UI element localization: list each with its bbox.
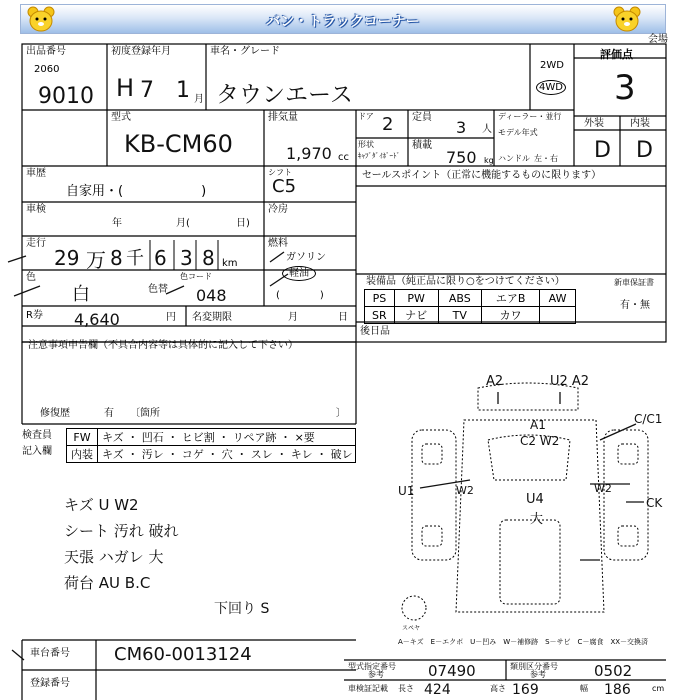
- equipment-ps: PS: [365, 290, 395, 307]
- form-no-sub: 参考: [368, 670, 384, 679]
- score-interior-label: 内装: [630, 118, 650, 129]
- mileage-label: 走行: [26, 238, 46, 249]
- int-hole: 穴: [221, 448, 233, 461]
- dmg-u1: U1: [398, 484, 415, 498]
- note-line-4: 荷台 AU B.C: [64, 574, 151, 592]
- int-wear: スレ: [250, 448, 273, 461]
- dmg-large: 大: [530, 512, 544, 527]
- note-line-2: シート 汚れ 破れ: [64, 522, 179, 540]
- model-name-value: タウンエース: [216, 82, 353, 108]
- dims-length: 424: [424, 682, 451, 698]
- chassis-value: CM60-0013124: [114, 644, 252, 665]
- equipment-leather: カワ: [482, 307, 540, 324]
- color-code-label: 色コード: [180, 272, 212, 281]
- dims-height: 169: [512, 682, 539, 698]
- insp-repair: リペア跡: [232, 431, 277, 444]
- inspector-interior-label: 内装: [67, 446, 98, 463]
- dmg-u4: U4: [526, 492, 544, 507]
- score-interior-value: D: [636, 138, 653, 163]
- fuel-label: 燃料: [268, 238, 288, 249]
- capacity-unit: 人: [482, 124, 492, 135]
- first-reg-month: 1: [176, 78, 190, 103]
- equipment-aw: AW: [540, 290, 576, 307]
- form-no-value: 07490: [428, 662, 476, 680]
- name-change-day: 日: [338, 312, 348, 323]
- equipment-airbag: エアB: [482, 290, 540, 307]
- dims-length-label: 長さ: [398, 684, 414, 693]
- shift-label: シフト: [268, 168, 292, 177]
- venue-note: 会場: [648, 34, 668, 45]
- first-reg-month-unit: 月: [194, 94, 204, 105]
- mileage-d5: 8: [202, 246, 215, 270]
- repair-value: 有: [104, 408, 114, 419]
- inspection-day: 日): [236, 218, 250, 229]
- ac-label: 冷房: [268, 204, 288, 215]
- dims-width-label: 幅: [580, 684, 588, 693]
- inspector-label-2: 記入欄: [22, 446, 52, 457]
- equipment-label: 装備品（純正品に限り○をつけてください）: [366, 276, 565, 287]
- fuel-diesel: 軽油: [282, 266, 316, 281]
- dims-width: 186: [604, 682, 631, 698]
- name-change-month: 月: [288, 312, 298, 323]
- sales-point-label: セールスポイント（正常に機能するものに限ります）: [362, 170, 602, 181]
- doors-value: 2: [382, 114, 394, 135]
- equipment-abs: ABS: [438, 290, 482, 307]
- insp-crack: ヒビ割: [181, 431, 215, 444]
- spare-label: スペヤ: [402, 625, 421, 632]
- mileage-sen: 千: [126, 248, 144, 269]
- recycle-label: R券: [26, 310, 43, 321]
- note-line-1: キズ U W2: [64, 496, 139, 514]
- repair-place: 〔箇所: [130, 408, 160, 419]
- doors-label: ドア: [358, 112, 374, 121]
- inspection-label: 車検: [26, 204, 46, 215]
- dealer-label: ディーラー・並行: [498, 112, 562, 121]
- handle-value: 左・右: [534, 154, 558, 163]
- warranty-value: 有・無: [620, 300, 650, 311]
- dmg-a1: A1: [530, 418, 546, 432]
- repair-close: 〕: [336, 408, 346, 419]
- mileage-man: 万: [86, 248, 106, 272]
- name-change-label: 名変期限: [192, 312, 232, 323]
- lot-label: 出品番号: [26, 46, 66, 57]
- fuel-gas: ガソリン: [286, 252, 326, 263]
- repair-label: 修復歴: [40, 408, 70, 419]
- color-value: 白: [72, 284, 90, 305]
- dmg-u2a2: U2 A2: [550, 374, 590, 389]
- load-value: 750: [446, 148, 477, 167]
- score-exterior-value: D: [594, 138, 611, 163]
- first-reg-label: 初度登録年月: [111, 46, 171, 57]
- displacement-value: 1,970: [286, 144, 332, 163]
- score-exterior-label: 外装: [584, 118, 604, 129]
- recycle-value: 4,640: [74, 310, 120, 329]
- inspection-year: 年: [112, 218, 122, 229]
- color-label: 色: [26, 272, 36, 283]
- notes-label: 注意事項申告欄（不具合内容等は具体的に記入して下さい）: [28, 340, 298, 351]
- shape-sub: ｷｬﾌﾞﾀﾞｲﾎﾞｰﾄﾞ: [358, 152, 400, 160]
- damage-legend: A－キズ E－エクボ U－凹み W－補修跡 S－サビ C－腐食 XX－交換済: [398, 638, 649, 646]
- dims-label: 車検証記載: [348, 684, 388, 693]
- int-cut: キレ: [290, 448, 313, 461]
- inspector-fw: FW: [67, 429, 98, 446]
- model-name-label: 車名・グレード: [210, 46, 280, 57]
- insp-need: ×要: [294, 431, 315, 444]
- displacement-unit: cc: [338, 152, 349, 163]
- class-no-sub: 参考: [530, 670, 546, 679]
- chassis-label: 車台番号: [30, 648, 70, 659]
- shift-value: C5: [272, 176, 297, 197]
- mileage-d4: 3: [180, 246, 193, 270]
- displacement-label: 排気量: [268, 112, 298, 123]
- back-seat-label: 後日品: [360, 326, 390, 337]
- int-tear: 破レ: [330, 448, 353, 461]
- color-no-label: 色替: [148, 284, 168, 295]
- int-scratch: キズ: [102, 448, 124, 461]
- capacity-value: 3: [456, 118, 467, 137]
- drive-2wd: 2WD: [540, 60, 564, 71]
- type-value: KB-CM60: [124, 130, 233, 158]
- dmg-w2-right: W2: [594, 482, 612, 495]
- registration-label: 登録番号: [30, 678, 70, 689]
- score-label: 評価点: [600, 48, 633, 61]
- insp-chip: 凹石: [141, 431, 164, 444]
- dmg-a2: A2: [486, 374, 504, 389]
- class-no-value: 0502: [594, 662, 633, 680]
- model-year-label: モデル年式: [498, 128, 538, 137]
- history-value: 自家用・( ): [66, 184, 207, 199]
- dims-unit: cm: [652, 684, 665, 693]
- first-reg-era: H: [116, 74, 135, 102]
- int-burn: コゲ: [181, 448, 204, 461]
- mileage-d1: 29: [54, 246, 80, 270]
- history-label-text: 車歴: [26, 168, 46, 179]
- dims-height-label: 高さ: [490, 684, 506, 693]
- note-line-5: 下回り S: [214, 601, 270, 617]
- dmg-cc1: C/C1: [634, 412, 663, 426]
- handle-label: ハンドル: [498, 154, 530, 163]
- recycle-unit: 円: [166, 312, 176, 323]
- capacity-label: 定員: [412, 112, 432, 123]
- fuel-blank: ( ): [276, 290, 324, 301]
- insp-scratch: キズ: [102, 431, 124, 444]
- mileage-unit: km: [222, 258, 238, 269]
- mileage-d3: 6: [154, 246, 167, 270]
- score-value: 3: [614, 68, 636, 108]
- mileage-d2: 8: [110, 246, 123, 270]
- type-label: 型式: [111, 112, 131, 123]
- color-code: 048: [196, 286, 227, 305]
- class-no-label: 類別区分番号: [510, 662, 558, 671]
- warranty-label: 新車保証書: [614, 278, 654, 287]
- equipment-tv: TV: [438, 307, 482, 324]
- banner-title: バン・トラックコーナー: [266, 14, 420, 30]
- equipment-navi: ナビ: [394, 307, 438, 324]
- inspector-label-1: 検査員: [22, 430, 52, 441]
- equipment-sr: SR: [365, 307, 395, 324]
- shape-label: 形状: [358, 140, 374, 149]
- inspection-month: 月(: [176, 218, 190, 229]
- int-dirt: 汚レ: [141, 448, 164, 461]
- lot-number: 9010: [38, 84, 94, 109]
- load-unit: kg: [484, 156, 494, 165]
- drive-4wd: 4WD: [536, 80, 566, 95]
- inspector-table: FW キズ ・ 凹石 ・ ヒビ割 ・ リペア跡 ・ ×要 内装 キズ ・ 汚レ ・ コゲ ・ 穴 ・ スレ ・ キレ ・ 破レ: [66, 428, 356, 463]
- dmg-ck: CK: [646, 496, 663, 510]
- load-label: 積載: [412, 140, 432, 151]
- form-no-label: 型式指定番号: [348, 662, 396, 671]
- equipment-pw: PW: [394, 290, 438, 307]
- first-reg-year: 7: [140, 78, 154, 103]
- lot-code: 2060: [34, 64, 60, 75]
- note-line-3: 天張 ハガレ 大: [64, 548, 164, 566]
- dmg-w2-left: W2: [456, 484, 474, 497]
- dmg-c2w2: C2 W2: [520, 434, 560, 448]
